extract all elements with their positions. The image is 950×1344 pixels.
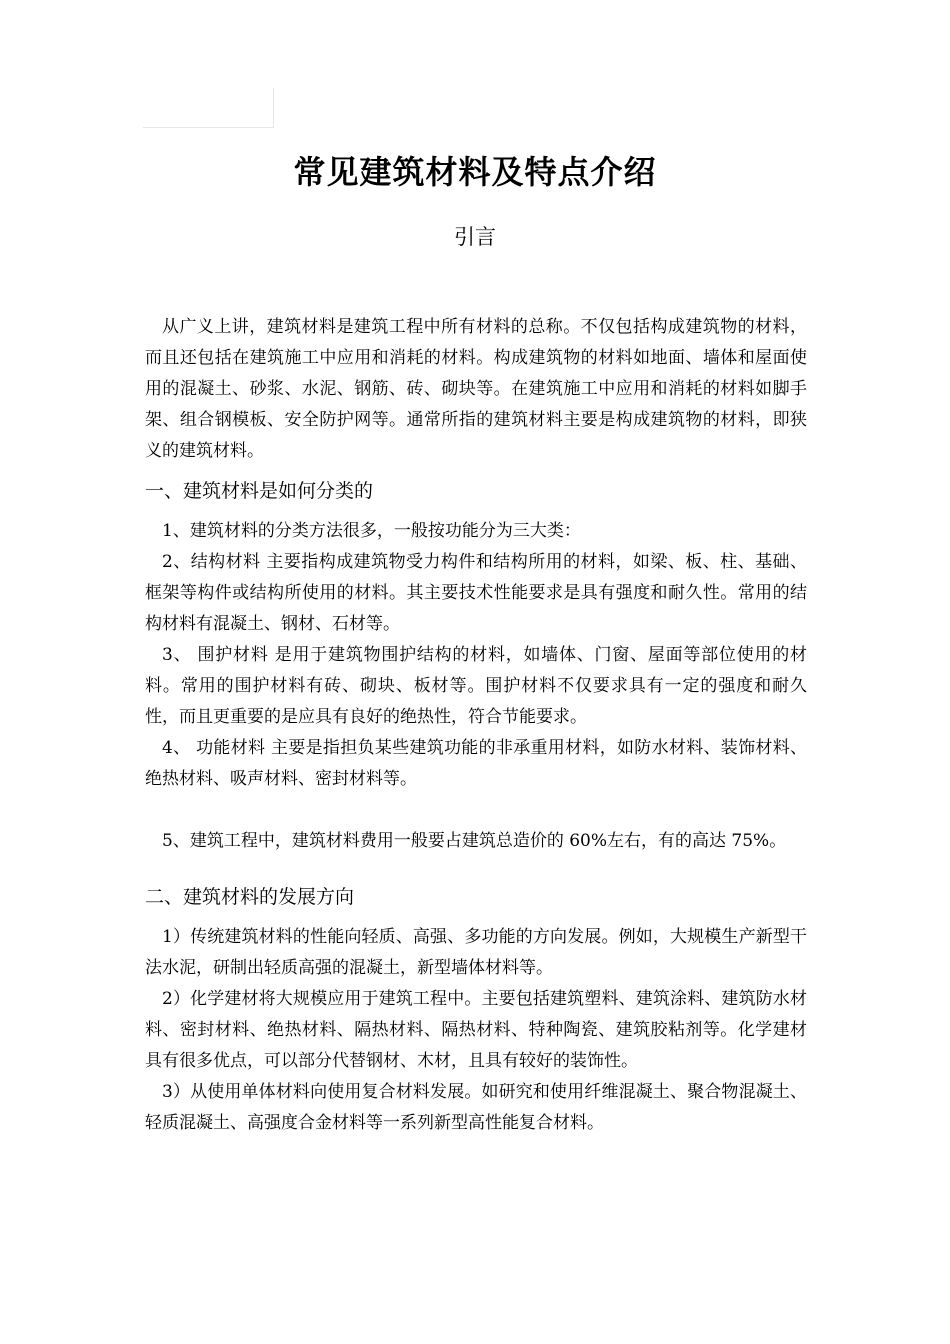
- section-1-paragraph-5: 5、建筑工程中，建筑材料费用一般要占建筑总造价的 60%左右，有的高达 75%。: [162, 831, 787, 851]
- section-2-paragraph-3: 3）从使用单体材料向使用复合材料发展。如研究和使用纤维混凝土、聚合物混凝土、轻质混凝土、高强度合金材料等一系列新型高性能复合材料。: [145, 1082, 807, 1133]
- document-subtitle: 引言: [454, 225, 496, 249]
- section-2-paragraph-2: 2）化学建材将大规模应用于建筑工程中。主要包括建筑塑料、建筑涂料、建筑防水材料、密封材料、绝热材料、隔热材料、隔热材料、特种陶瓷、建筑胶粘剂等。化学建材具有很多优点，可以部分代替钢材、木材，且具有较好的装饰性。: [145, 989, 807, 1071]
- document-body: [145, 312, 807, 1139]
- section-2-paragraph-1: 1）传统建筑材料的性能向轻质、高强、多功能的方向发展。例如，大规模生产新型干法水泥，研制出轻质高强的混凝土，新型墙体材料等。: [145, 927, 807, 978]
- section-1-paragraph-4: 4、 功能材料 主要是指担负某些建筑功能的非承重用材料，如防水材料、装饰材料、绝热材料、吸声材料、密封材料等。: [145, 738, 807, 789]
- section-1-paragraph-1: 1、建筑材料的分类方法很多，一般按功能分为三大类：: [162, 521, 581, 541]
- document-title: 常见建筑材料及特点介绍: [293, 153, 657, 192]
- intro-paragraph: 从广义上讲，建筑材料是建筑工程中所有材料的总称。不仅包括构成建筑物的材料，而且还包括在建筑施工中应用和消耗的材料。构成建筑物的材料如地面、墙体和屋面使用的混凝土、砂浆、水泥、钢筋、砖、砌块等。在建筑施工中应用和消耗的材料如脚手架、组合钢模板、安全防护网等。通常所指的建筑材料主要是构成建筑物的材料，即狭义的建筑材料。: [145, 317, 807, 461]
- paragraph-gap: [145, 795, 807, 826]
- header-corner-mark: [143, 88, 274, 128]
- section-1-paragraph-3: 3、 围护材料 是用于建筑物围护结构的材料，如墙体、门窗、屋面等部位使用的材料。常用的围护材料有砖、砌块、板材等。围护材料不仅要求具有一定的强度和耐久性，而且更重要的是应具有良好的绝热性，符合节能要求。: [145, 645, 807, 727]
- section-2-heading: 二、建筑材料的发展方向: [145, 886, 355, 908]
- section-1-paragraph-2: 2、结构材料 主要指构成建筑物受力构件和结构所用的材料，如梁、板、柱、基础、框架等构件或结构所使用的材料。其主要技术性能要求是具有强度和耐久性。常用的结构材料有混凝土、钢材、石材等。: [145, 552, 807, 634]
- section-1-heading: 一、建筑材料是如何分类的: [145, 480, 374, 502]
